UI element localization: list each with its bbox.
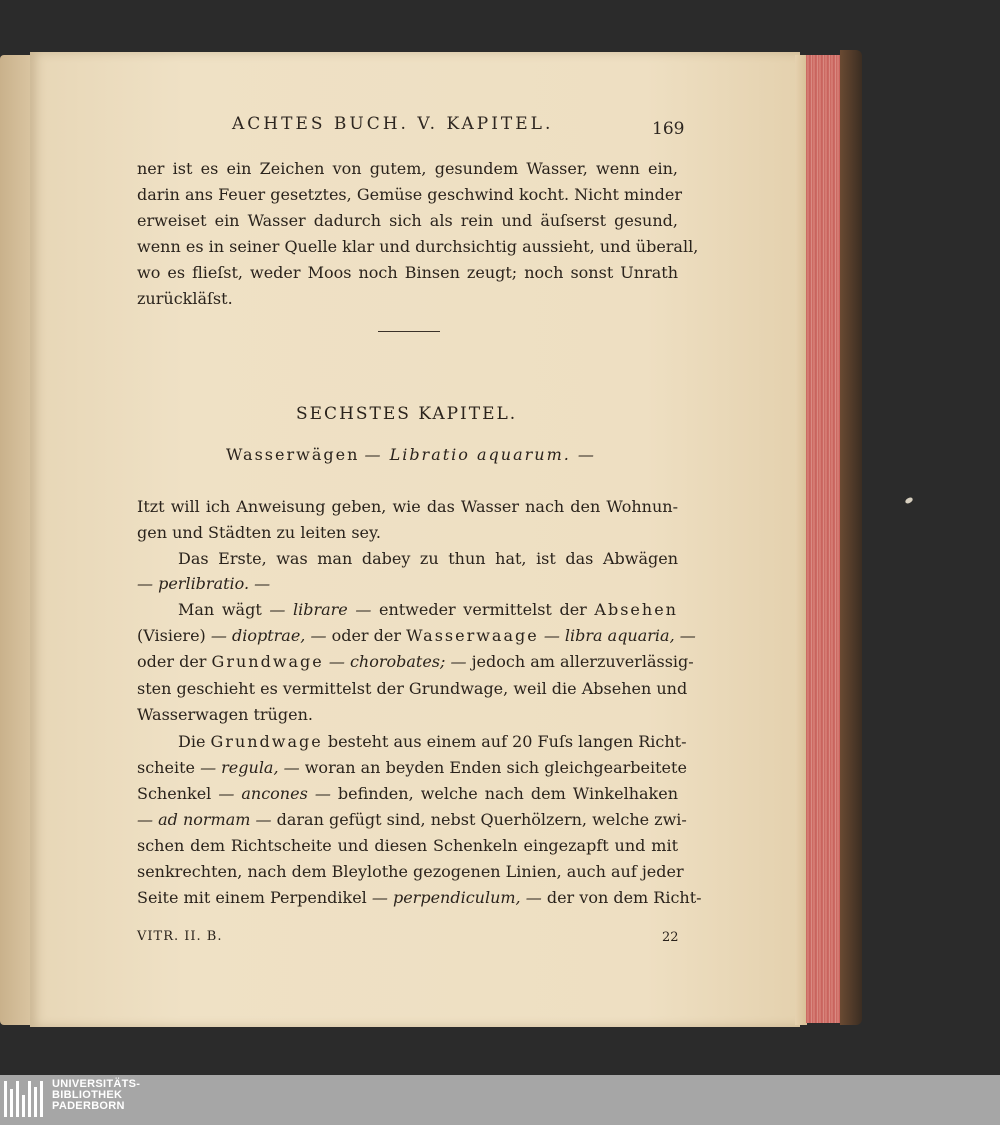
text-span: Seite mit einem Perpendikel [137, 888, 367, 907]
text-line: Das Erste, was man dabey zu thun hat, ist das Abwägen [178, 549, 678, 568]
text-span: der von dem Richt- [546, 888, 702, 907]
sheet-number: 22 [662, 930, 679, 945]
text-line [137, 810, 687, 829]
latin-term: — ancones — [218, 784, 331, 803]
running-head: ACHTES BUCH. V. KAPITEL. [232, 114, 554, 134]
red-page-edges [806, 55, 842, 1023]
text-span: jedoch am allerzuverlässig- [471, 652, 694, 671]
text-line: wenn es in seiner Quelle klar und durchsichtig aussieht, und überall, [137, 237, 699, 256]
subtitle-latin: — Libratio aquarum. — [364, 445, 596, 464]
text-line [178, 602, 678, 618]
latin-term: — regula, — [200, 758, 300, 777]
chapter-subtitle [226, 445, 596, 464]
text-line: schen dem Richtscheite und diesen Schenkeln eingezapft und mit [137, 836, 678, 855]
text-span: scheite [137, 758, 195, 777]
logo-line: PADERBORN [52, 1100, 125, 1112]
text-span: entweder vermittelst der [378, 600, 587, 619]
logo-line: UNIVERSITÄTS- [52, 1078, 141, 1090]
emphasized-term: Grundwage [211, 652, 324, 671]
text-line: zurückläſst. [137, 289, 233, 308]
chapter-title: SECHSTES KAPITEL. [296, 404, 518, 424]
text-line: Itzt will ich Anweisung geben, wie das Wasser nach den Wohnun- [137, 497, 678, 516]
text-line: — perlibratio. — [137, 574, 271, 593]
text-line: wo es flieſst, weder Moos noch Binsen zeugt; noch sonst Unrath [137, 263, 678, 282]
book-cover [840, 50, 862, 1025]
page-number: 169 [652, 119, 685, 139]
text-span: oder der [331, 626, 401, 645]
text-span: oder der [137, 652, 207, 671]
section-divider [378, 331, 440, 332]
latin-term: — ad normam — [137, 810, 272, 829]
text-span: Die [178, 732, 206, 751]
text-span: (Visiere) [137, 626, 206, 645]
subtitle-german: Wasserwägen [226, 445, 360, 464]
text-line [137, 758, 687, 777]
latin-term: — dioptrae, — [210, 626, 327, 645]
signature-mark: VITR. II. B. [137, 929, 223, 944]
text-line: Wasserwagen trügen. [137, 705, 313, 724]
text-line [137, 786, 678, 802]
emphasized-term: Wasserwaage [406, 626, 539, 645]
text-span: daran gefügt sind, nebst Querhölzern, welche zwi- [276, 810, 687, 829]
text-line: darin ans Feuer gesetztes, Gemüse geschwind kocht. Nicht minder [137, 185, 682, 204]
latin-term: — libra aquaria, — [543, 626, 696, 645]
text-line [178, 732, 687, 751]
emphasized-term: Absehen [594, 600, 678, 619]
text-span: Man wägt [178, 600, 262, 619]
text-line: erweiset ein Wasser dadurch sich als rein und äuſserst gesund, [137, 211, 678, 230]
text-span: woran an beyden Enden sich gleichgearbeitete [304, 758, 687, 777]
emphasized-term: Grundwage [210, 732, 323, 751]
library-banner [0, 1075, 1000, 1125]
background-speck [904, 496, 913, 504]
text-line [137, 652, 694, 671]
library-logo-icon [4, 1081, 44, 1117]
latin-term: — librare — [269, 600, 372, 619]
text-line [137, 626, 696, 645]
latin-term: — chorobates; — [328, 652, 467, 671]
text-span: befinden, welche nach dem Winkelhaken [337, 784, 678, 803]
text-line: gen und Städten zu leiten sey. [137, 523, 381, 542]
text-span: besteht aus einem auf 20 Fuſs langen Richt- [327, 732, 687, 751]
logo-line: BIBLIOTHEK [52, 1089, 123, 1101]
text-span: Schenkel [137, 784, 212, 803]
text-line: ner ist es ein Zeichen von gutem, gesundem Wasser, wenn ein, [137, 159, 678, 178]
text-line: sten geschieht es vermittelst der Grundwage, weil die Absehen und [137, 679, 688, 698]
library-logo-text [52, 1079, 140, 1112]
text-line [137, 888, 702, 907]
latin-term: — perpendiculum, — [371, 888, 542, 907]
text-line: senkrechten, nach dem Bleylothe gezogenen Linien, auch auf jeder [137, 862, 684, 881]
